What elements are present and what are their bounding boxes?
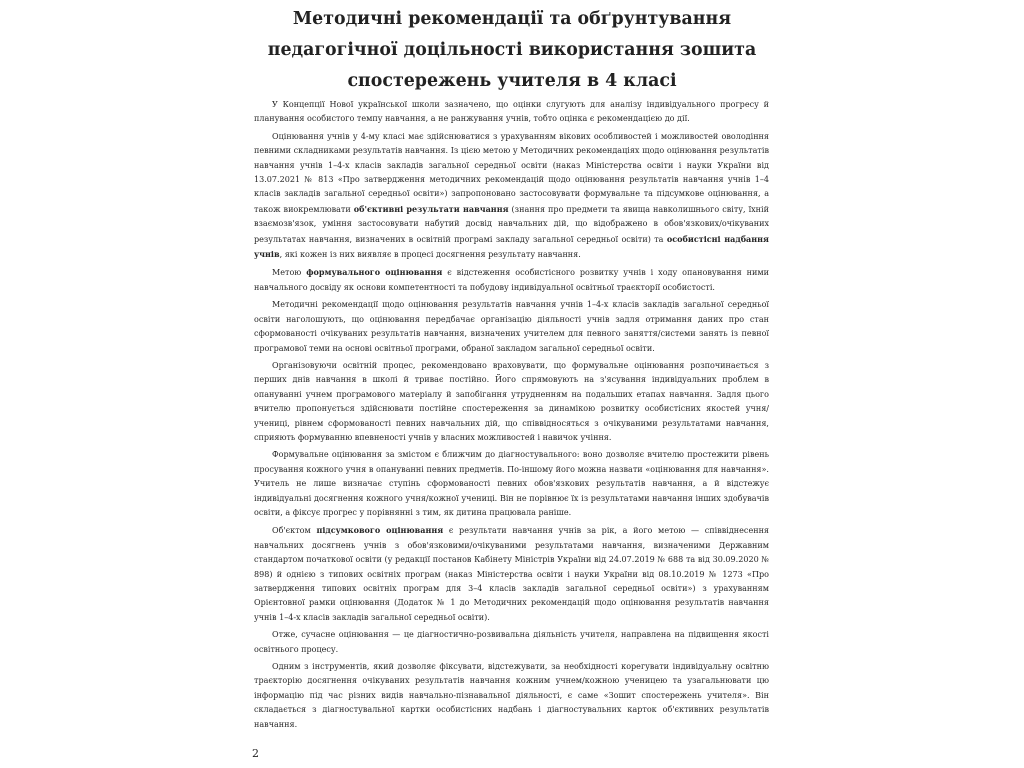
- paragraph-4: Методичні рекомендації щодо оцінювання результатів навчання учнів 1–4-х класів закладів загальної середньої освіти наголошують, що оцінювання передбачає організацію діяльності учнів задля отримання даних про стан сформованості очікуваних результатів навчання, визначених учителем для певного заняття/системи занять із певної програмової теми на основі освітньої програми, обраної закладом загальної середньої освіти.: [254, 300, 769, 353]
- paragraph-2: [254, 130, 769, 263]
- bold-term: особистісні надбання учнів: [254, 233, 769, 260]
- paragraph-9: Одним з інструментів, який дозволяє фіксувати, відстежувати, за необхідності корегувати індивідуальну освітню траєкторію досягнення очікуваних результатів навчання кожним учнем/кожною ученицею та узагальнювати цю інформацію під час різних видів навчально-пізнавальної діяльності, є саме «Зошит спостережень учителя». Він складається з діагностувальної картки особистісних надбань і діагностувальних карток об'єктивних результатів навчання.: [254, 662, 769, 729]
- paragraph-6: Формувальне оцінювання за змістом є ближчим до діагностувального: воно дозволяє вчителю простежити рівень просування кожного учня в опануванні певних предметів. По-іншому його можна назвати «оцінювання для навчання». Учитель не лише визначає ступінь сформованості певних обов'язкових результатів навчання, а й відстежує індивідуальні досягнення кожного учня/кожної учениці. Він не порівнює їх із результатами навчання інших здобувачів освіти, а фіксує прогрес у порівнянні з тим, як дитина працювала раніше.: [254, 450, 769, 517]
- paragraph-text: (знання про предмети та явища навколишнього світу, їхній взаємозв'язок, уміння застосовувати набутий досвід навчальних дій, що відображено в обов'язкових/очікуваних результатах навчання, визначених в освітній програмі закладу загальної середньої освіти) та: [254, 204, 769, 244]
- paragraph-text: є результати навчання учнів за рік, а його метою — співвіднесення навчальних досягнень учнів з обов'язковими/очікуваними результатами навчання, визначеними Державним стандартом початкової освіти (у редакції постанов Кабінету Міністрів України від 24.07.2019 № 688 та від 30.09.2020 № 898) й однією з типових освітніх програм (наказ Міністерства освіти і науки України від 08.10.2019 № 1273 «Про затвердження типових освітніх програм для 3–4 класів закладів загальної середньої освіти») з урахуванням Орієнтовної рамки оцінювання (Додаток № 1 до Методичних рекомендацій щодо оцінювання результатів навчання учнів 1–4-х класів закладів загальної середньої освіти).: [254, 526, 770, 622]
- paragraph-text: Об'єктом: [272, 526, 311, 536]
- paragraph-text: Метою: [272, 268, 302, 278]
- title-line-3: спостережень учителя в 4 класі: [347, 71, 677, 91]
- paragraph-text: є відстеження особистісного розвитку учнів і ходу опановування ними навчального досвіду як основи компетентності та побудову індивідуальної освітньої траєкторії особистості.: [254, 268, 769, 292]
- paragraph-5: Організовуючи освітній процес, рекомендовано враховувати, що формувальне оцінювання розпочинається з перших днів навчання в школі й триває постійно. Його спрямовують на з'ясування індивідуальних проблем в опануванні учнем програмового матеріалу й запобігання утрудненням на подальших етапах навчання. Задля цього вчителю пропонується здійснювати постійне спостереження за динамікою розвитку особистісних якостей учня/учениці, рівнем сформованості певних навчальних дій, що співвідносяться з очікуваними результатами навчання, сприяють формуванню впевненості учнів у власних можливостей і навичок учіння.: [254, 360, 769, 442]
- document-body: [254, 98, 769, 735]
- title-line-2: педагогічної доцільності використання зошита: [267, 40, 757, 60]
- paragraph-8: Отже, сучасне оцінювання — це діагностично-розвивальна діяльність учителя, направлена на підвищення якості освітнього процесу.: [254, 630, 769, 654]
- paragraph-text: , які кожен із них виявляє в процесі досягнення результату навчання.: [279, 250, 581, 260]
- paragraph-1: У Концепції Нової української школи зазначено, що оцінки слугують для аналізу індивідуального прогресу й планування особистого темпу навчання, а не ранжування учнів, тобто оцінка є рекомендацією до дії.: [254, 100, 769, 124]
- paragraph-7: [254, 523, 769, 625]
- page-title: [250, 4, 774, 97]
- bold-term: об'єктивні результати навчання: [353, 203, 509, 214]
- paragraph-3: [254, 265, 769, 295]
- paragraph-text: Оцінювання учнів у 4-му класі має здійснюватися з урахуванням вікових особливостей і можливостей оволодіння певними складниками результатів навчання. Із цією метою у Методичних рекомендаціях щодо оцінювання результатів навчання учнів 1–4-х класів закладів загальної середньої освіти (наказ Міністерства освіти і науки України від 13.07.2021 № 813 «Про затвердження методичних рекомендацій щодо оцінювання результатів навчання учнів 1–4 класів закладів загальної середньої освіти») запропоновано застосовувати формувальне та підсумкове оцінювання, а також виокремлювати: [254, 131, 769, 214]
- bold-term: формувального оцінювання: [306, 267, 443, 278]
- page-number: 2: [252, 747, 259, 760]
- title-line-1: Методичні рекомендації та обґрунтування: [292, 9, 732, 29]
- bold-term: підсумкового оцінювання: [316, 525, 444, 536]
